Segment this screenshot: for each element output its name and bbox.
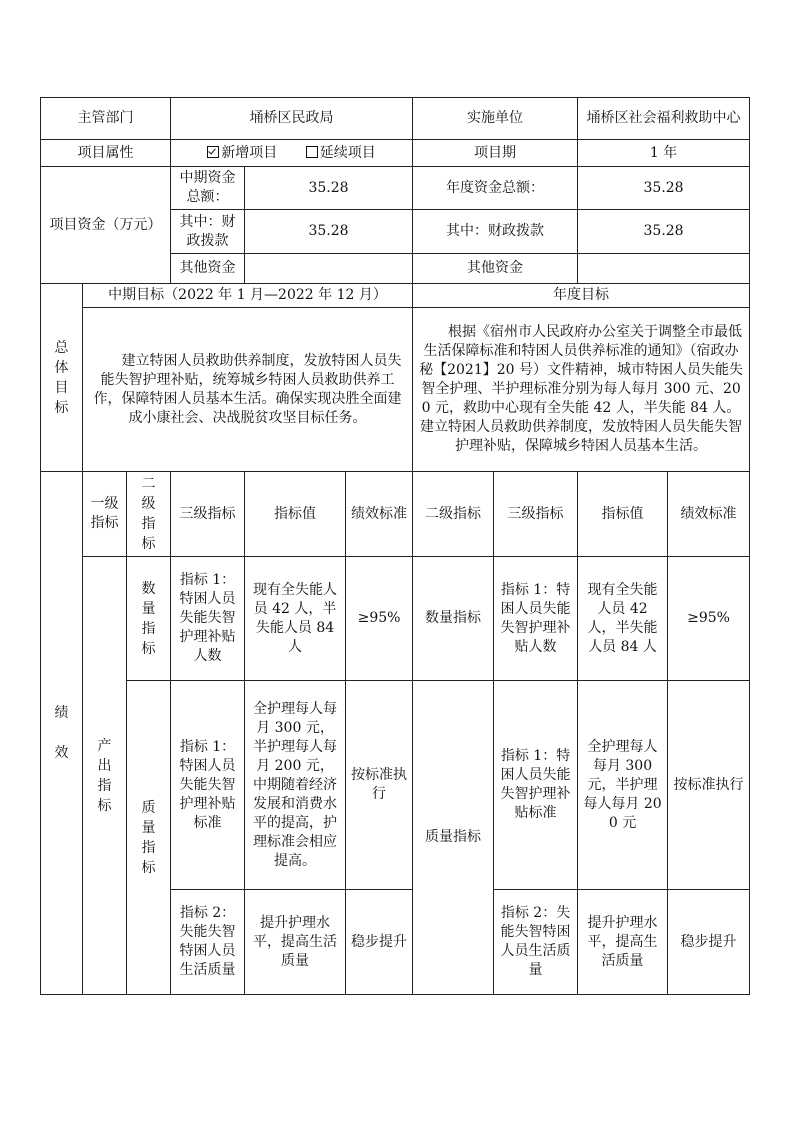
row-quality-1 — [41, 681, 750, 890]
period-value: 1 年 — [578, 140, 750, 167]
checked-box-icon — [207, 146, 219, 158]
header-standard: 绩效标准 — [346, 472, 413, 557]
dept-value: 埇桥区民政局 — [171, 98, 413, 140]
attr-options — [171, 140, 413, 167]
row-funds-total — [41, 167, 750, 210]
mid-goal-title: 中期目标（2022 年 1 月—2022 年 12 月） — [83, 284, 413, 308]
quality1-standard: 按标准执行 — [346, 681, 413, 890]
mid-goal-text: 建立特困人员救助供养制度，发放特困人员失能失智护理补贴，统筹城乡特困人员救助供养工作，保障特困人员基本生活。确保实现决胜全面建成小康社会、决战脱贫攻坚目标任务。 — [83, 308, 413, 472]
row-goal-text — [41, 308, 750, 472]
year-quality-label: 质量指标 — [413, 681, 494, 995]
mid-other-value — [245, 254, 413, 284]
mid-total-label: 中期资金总额： — [171, 167, 245, 210]
quality2-standard: 稳步提升 — [346, 890, 413, 995]
output-label: 产出指标 — [83, 557, 127, 995]
header-year-standard: 绩效标准 — [668, 472, 750, 557]
header-year-level2: 二级指标 — [413, 472, 494, 557]
mid-total-value: 35.28 — [245, 167, 413, 210]
header-level1: 一级指标 — [83, 472, 127, 557]
unchecked-box-icon — [306, 146, 318, 158]
year-quantity-indicator: 指标 1：特困人员失能失智护理补贴人数 — [494, 557, 578, 681]
header-value: 指标值 — [245, 472, 346, 557]
header-level2: 二级指标 — [127, 472, 171, 557]
period-label: 项目期 — [413, 140, 578, 167]
row-quantity — [41, 557, 750, 681]
year-total-value: 35.28 — [578, 167, 750, 210]
attr-label: 项目属性 — [41, 140, 171, 167]
year-quality2-standard: 稳步提升 — [668, 890, 750, 995]
header-year-value: 指标值 — [578, 472, 668, 557]
quantity-standard: ≥95% — [346, 557, 413, 681]
dept-label: 主管部门 — [41, 98, 171, 140]
year-quality2-indicator: 指标 2：失能失智特困人员生活质量 — [494, 890, 578, 995]
quality2-value: 提升护理水平，提高生活质量 — [245, 890, 346, 995]
impl-value: 埇桥区社会福利救助中心 — [578, 98, 750, 140]
year-finance-value: 35.28 — [578, 210, 750, 254]
performance-target-table — [40, 97, 750, 995]
year-quantity-label: 数量指标 — [413, 557, 494, 681]
quantity-label: 数量指标 — [127, 557, 171, 681]
year-quality1-standard: 按标准执行 — [668, 681, 750, 890]
year-quality1-indicator: 指标 1：特困人员失能失智护理补贴标准 — [494, 681, 578, 890]
year-finance-label: 其中：财政拨款 — [413, 210, 578, 254]
row-department — [41, 98, 750, 140]
year-goal-text: 根据《宿州市人民政府办公室关于调整全市最低生活保障标准和特困人员供养标准的通知》（宿政办秘【2021】20 号）文件精神，城市特困人员失能失智全护理、半护理标准分别为每人每月 300 元、200 元，救助中心现有全失能 42 人，半失能 84 人。建立特困人员救助供养制度，发放特困人员失能失智护理补贴，保障城乡特困人员基本生活。 — [413, 308, 750, 472]
quality1-indicator: 指标 1：特困人员失能失智护理补贴标准 — [171, 681, 245, 890]
perf-label: 绩效 — [41, 472, 83, 995]
year-other-value — [578, 254, 750, 284]
year-quantity-value: 现有全失能人员 42 人，半失能人员 84 人 — [578, 557, 668, 681]
quality1-value: 全护理每人每月 300 元，半护理每人每月 200 元，中期随着经济发展和消费水平的提高，护理标准会相应提高。 — [245, 681, 346, 890]
funds-label: 项目资金（万元） — [41, 167, 171, 284]
year-other-label: 其他资金 — [413, 254, 578, 284]
header-year-level3: 三级指标 — [494, 472, 578, 557]
mid-finance-value: 35.28 — [245, 210, 413, 254]
header-level3: 三级指标 — [171, 472, 245, 557]
goals-label: 总体目标 — [41, 284, 83, 472]
year-quality2-value: 提升护理水平，提高生活质量 — [578, 890, 668, 995]
quantity-indicator: 指标 1：特困人员失能失智护理补贴人数 — [171, 557, 245, 681]
year-total-label: 年度资金总额： — [413, 167, 578, 210]
attr-option-continue — [306, 144, 376, 163]
impl-label: 实施单位 — [413, 98, 578, 140]
year-quality1-value: 全护理每人每月 300 元，半护理每人每月 200 元 — [578, 681, 668, 890]
quantity-value: 现有全失能人员 42 人，半失能人员 84 人 — [245, 557, 346, 681]
quality2-indicator: 指标 2：失能失智特困人员生活质量 — [171, 890, 245, 995]
mid-finance-label: 其中：财政拨款 — [171, 210, 245, 254]
attr-option-new-label: 新增项目 — [221, 144, 278, 161]
attr-option-continue-label: 延续项目 — [319, 144, 376, 161]
row-perf-header — [41, 472, 750, 557]
year-quantity-standard: ≥95% — [668, 557, 750, 681]
row-goal-titles — [41, 284, 750, 308]
attr-option-new — [207, 144, 277, 163]
mid-other-label: 其他资金 — [171, 254, 245, 284]
quality-label: 质量指标 — [127, 681, 171, 995]
row-attribute — [41, 140, 750, 167]
year-goal-title: 年度目标 — [413, 284, 750, 308]
